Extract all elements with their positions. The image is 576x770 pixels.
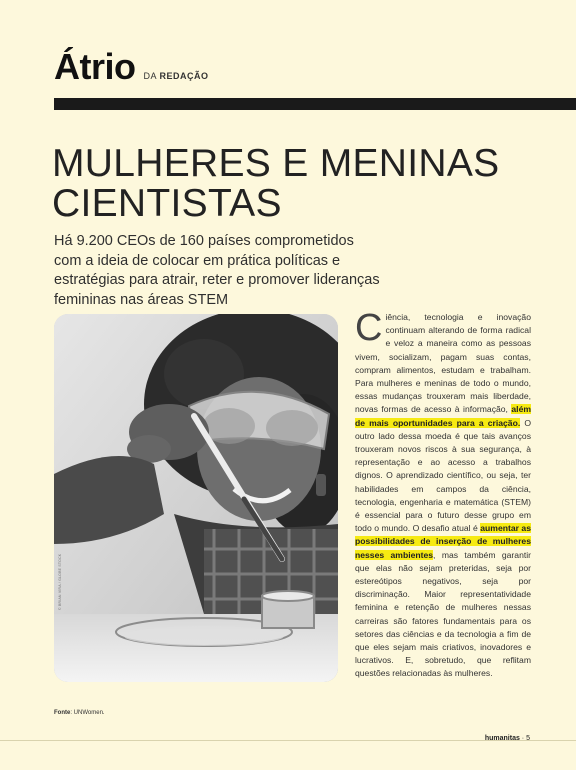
highlight-1: além de mais oportunidades para a criação. [355,404,531,428]
section-title: Átrio [54,46,136,87]
scientist-illustration [54,314,338,682]
body-part-2: O outro lado dessa moeda é que tais avanços trouxeram novos riscos à sua segurança, à representação e ao acesso a trabalhos dignos. O aprendizado científico, ou seja, ter habilidades em campos da ciência, tecnologia, engenharia e matemática (STEM) é essencial para o futuro desse grupo em todo o mundo. O desafio atual é [355,417,532,534]
magazine-name: humanitas [484,735,520,742]
drop-cap: C [355,307,383,349]
source-value: : UNWomen. [70,710,105,716]
article-deck: Há 9.200 CEOs de 160 países comprometidos com a ideia de colocar em prática políticas e estratégias para atrair, reter e promover lideranças femininas nas áreas STEM [54,233,380,308]
page-folio [485,735,530,742]
article-headline: MULHERES E MENINAS CIENTISTAS [52,142,500,225]
highlight-2: aumentar as possibilidades de inserção de mulheres nesses ambientes [355,523,531,560]
section-header [54,46,209,88]
header-rule [54,98,576,110]
page-number: 5 [526,735,530,742]
section-byline [144,71,209,81]
article-photo [54,314,338,682]
source-label: Fonte [54,710,71,716]
body-part-3: , mas também garantir que elas não sejam preteridas, seja por estereótipos negativos, seja por discriminação. Maior representatividade feminina e retenção de mulheres nessas carreiras são fatores fundamentais para os setores das ciências e da tecnologia a fim de que eles sejam mais criativos, inovadores e lucrativos. E, sobretudo, que reflitam questões relacionadas às mulheres. [355,549,532,679]
section-prefix: DA [143,71,157,81]
photo-credit: © BRIAN VIRA / GLOBE STOCK [58,553,62,610]
source-note [54,710,105,716]
section-label: REDAÇÃO [159,71,209,81]
body-part-1: iência, tecnologia e inovação continuam alterando de forma radical e veloz a maneira como as pessoas vivem, socializam, pagam suas contas, compram alimentos, estudam e trabalham. Para mulheres e meninas de todo o mundo, essas mudanças trouxeram mais liberdade, novas formas de acesso à informação, [355,312,531,415]
article-body [355,307,532,681]
folio-separator: · [519,735,527,742]
